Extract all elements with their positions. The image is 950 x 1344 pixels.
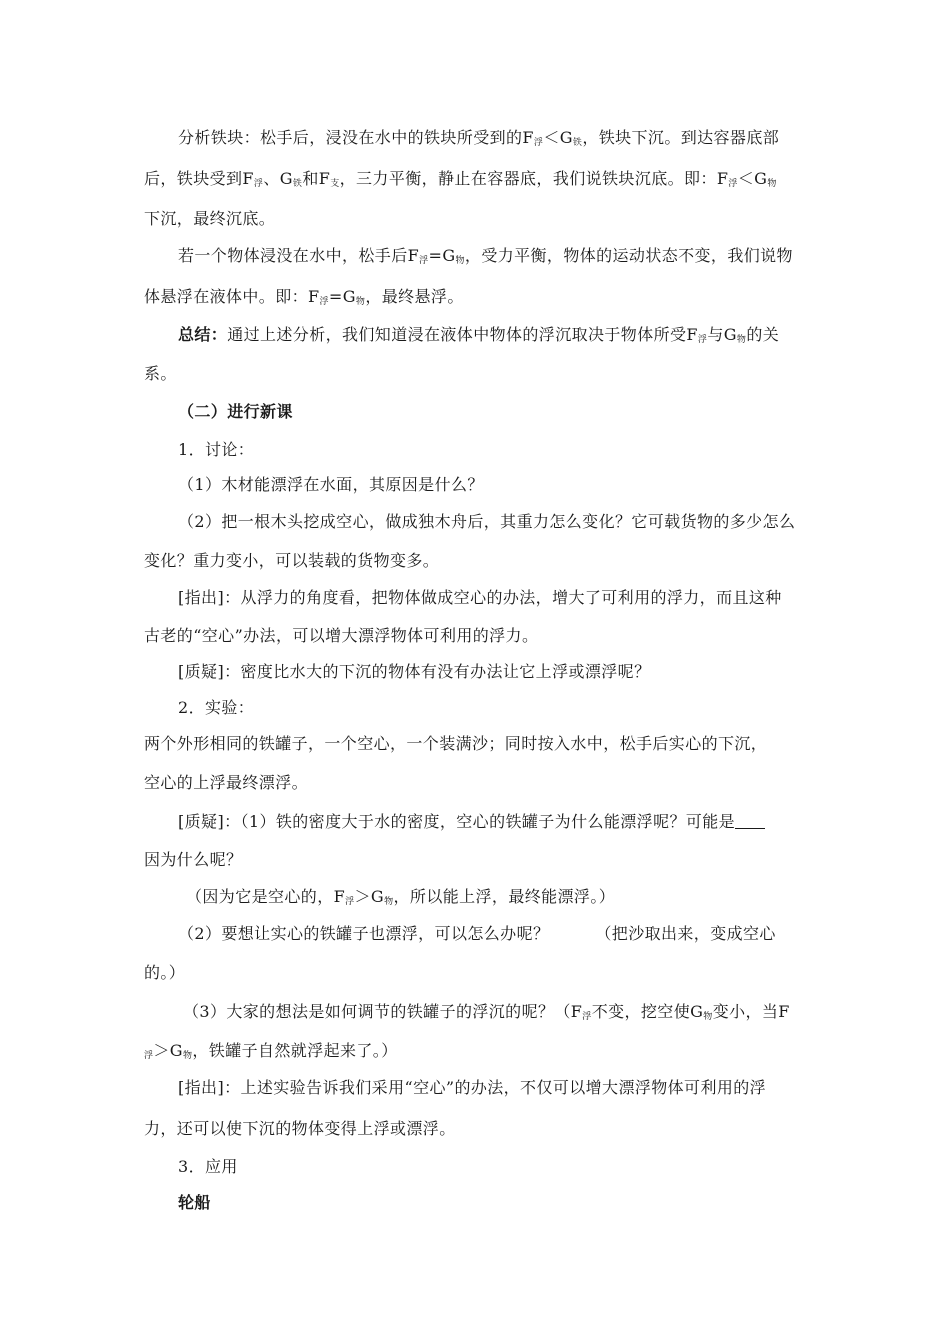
section-heading-new-lesson: （二）进行新课: [178, 402, 293, 421]
doubt-2-line-1: [质疑]：（1）铁的密度大于水的密度，空心的铁罐子为什么能漂浮呢？可能是: [178, 812, 765, 832]
item-2-experiment: 2．实验：: [178, 698, 255, 717]
point-out-2-line-2: 力，还可以使下沉的物体变得上浮或漂浮。: [144, 1119, 456, 1138]
fill-in-blank: [735, 814, 765, 829]
experiment-line-1: 两个外形相同的铁罐子，一个空心，一个装满沙；同时按入水中，松手后实心的下沉，: [144, 734, 768, 753]
doubt-1: [质疑]：密度比水大的下沉的物体有没有办法让它上浮或漂浮呢？: [178, 662, 651, 681]
question-2-line-1: （2）把一根木头挖成空心，做成独木舟后，其重力怎么变化？它可载货物的多少怎么: [178, 512, 796, 531]
heading-ship: 轮船: [178, 1193, 211, 1212]
paragraph-iron-analysis-line-1: 分析铁块：松手后，浸没在水中的铁块所受到的$F_浮<G_铁$，铁块下沉。到达容器底部: [178, 128, 780, 148]
point-out-1-line-2: 古老的“空心”办法，可以增大漂浮物体可利用的浮力。: [144, 626, 539, 645]
item-1-discussion: 1．讨论：: [178, 440, 255, 459]
point-out-1-line-1: [指出]：从浮力的角度看，把物体做成空心的办法，增大了可利用的浮力，而且这种: [178, 588, 782, 607]
question-4-line-1: （3）大家的想法是如何调节的铁罐子的浮沉的呢？（$F_浮$不变，挖空使$G_物$变小，当F: [183, 1002, 790, 1022]
summary-line-2: 系。: [144, 364, 177, 383]
experiment-line-2: 空心的上浮最终漂浮。: [144, 773, 309, 792]
question-4-line-2: $_浮>G_物$，铁罐子自然就浮起来了。）: [144, 1041, 398, 1061]
answer-1: （因为它是空心的，$F_浮>G_物$，所以能上浮，最终能漂浮。）: [186, 887, 616, 907]
question-1: （1）木材能漂浮在水面，其原因是什么？: [178, 475, 484, 494]
summary-label: 总结：: [178, 325, 228, 344]
doubt-2-line-2: 因为什么呢？: [144, 850, 243, 869]
paragraph-suspend-line-1: 若一个物体浸没在水中，松手后$F_浮=G_物$，受力平衡，物体的运动状态不变，我们说物: [178, 246, 793, 266]
item-3-application: 3．应用: [178, 1157, 238, 1176]
summary-line-1: 总结：通过上述分析，我们知道浸在液体中物体的浮沉取决于物体所受$F_浮$与$G_物$的关: [178, 325, 780, 345]
point-out-2-line-1: [指出]：上述实验告诉我们采用“空心”的办法，不仅可以增大漂浮物体可利用的浮: [178, 1078, 767, 1097]
paragraph-iron-analysis-line-3: 下沉，最终沉底。: [144, 209, 276, 228]
question-3-line-2: 的。）: [144, 963, 186, 982]
paragraph-iron-analysis-line-2: 后，铁块受到$F_浮$、$G_铁$和$F_支$，三力平衡，静止在容器底，我们说铁块沉底。即：$F_浮<G_物$: [144, 169, 777, 189]
question-3-line-1: （2）要想让实心的铁罐子也漂浮，可以怎么办呢？ （把沙取出来，变成空心: [178, 924, 776, 943]
paragraph-suspend-line-2: 体悬浮在液体中。即：$F_浮=G_物$，最终悬浮。: [144, 287, 464, 307]
question-2-line-2: 变化？重力变小，可以装载的货物变多。: [144, 551, 440, 570]
